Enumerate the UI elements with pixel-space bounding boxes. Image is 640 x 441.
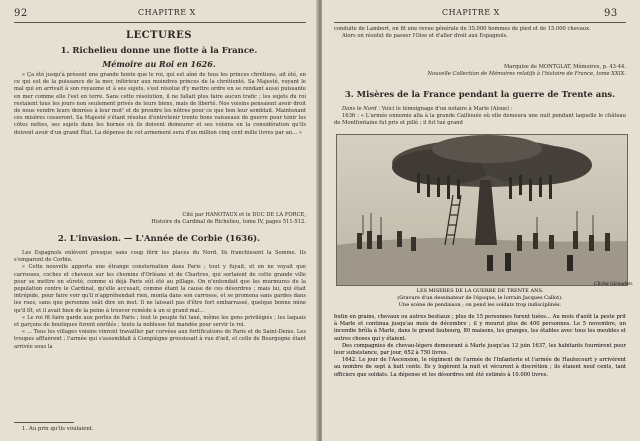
engraving-illustration: [336, 134, 628, 286]
section-2-paragraph-1: Les Espagnols enlèvent presque sans coup férir les places du Nord. Ils franchissent la Somme. Ils s'emparent de Corbie.: [14, 250, 306, 264]
section-2-source-line-2: Nouvelle Collection de Mémoires relatifs à l'histoire de France, tome XXIX.: [427, 71, 626, 77]
section-2-paragraph-4: « ... Tous les villages voisins vinrent travailler par corvées aux fortifications de Paris et de Saint-Denis. Les troupes affluèrent ; l'armée qui s'assemblait à Compiègne grossissait à vue d'œil, et celle de Bourgogne étant arrivée sous la: [14, 329, 306, 350]
section-2-continued-paragraph-1: conduite de Lambert, on fit une revue générale de 35.000 hommes de pied et de 15.000 chevaux.: [334, 26, 591, 32]
footnote: 1. Au prix qu'ils voulaient.: [22, 426, 94, 432]
section-2-continued-paragraph-2: Alors on résolut de passer l'Oise et d'aller droit aux Espagnols.: [342, 33, 508, 40]
section-2-title: 2. L'invasion. — L'Année de Corbie (1636).: [57, 234, 261, 244]
caption-line-2: (Gravure d'un dessinateur de l'époque, le lorrain Jacques Callot).: [397, 295, 563, 301]
caption-line-3: Une scène de pendaison ; on pend les soldats trop indisciplinés.: [398, 302, 562, 308]
left-page-number: 92: [14, 8, 28, 19]
section-3-title: 3. Misères de la France pendant la guerre de Trente ans.: [344, 90, 616, 100]
section-2-source-line-1: Marquise de MONTGLAT, Mémoires, p. 43-44.: [503, 64, 626, 70]
section-3-paragraph-4: 1642. Le jour de l'Ascension, le régiment de l'armée de l'Infanterie et l'armée de Hautecourt y arrivèrent au nombre de sept à huit cents. Ils y logèrent la nuit et vécurent à discrétion ; ils étaient neuf cents, tant officiers que soldats. La dépense et les désordres ont été estimés à 10.000 livres.: [334, 357, 626, 378]
photo-credit: Cliché Giraudon.: [594, 282, 634, 287]
section-1-subtitle: Mémoire au Roi en 1626.: [102, 59, 216, 69]
hanging-tree-engraving: [337, 135, 627, 285]
footnote-rule: [14, 422, 74, 423]
section-3-intro-label: Dans le Nord: [342, 106, 377, 112]
left-running-head: CHAPITRE X: [138, 8, 196, 17]
section-2-continued: [334, 26, 626, 40]
section-3-paragraph-3: Des compagnies de chevau-légers demeurant à Marle jusqu'au 12 juin 1637, les habitants fournirent pour leur subsistance, par jour, 652 à 750 livres.: [334, 342, 626, 357]
section-2-text: [14, 250, 306, 420]
section-1-paragraph: « Ça été jusqu'à présent une grande honte que le roi, qui est aîné de tous les princes chrétiens, ait été, en ce qui est de la puissance de la mer, inférieur aux moindres princes de la chrétienté. Sa Majesté, voyant le mal qui en arrivait à son royaume et à ses sujets, s'est résolue d'y mettre ordre en se rendant aussi puissante en mer comme elle l'est en terre. Sans cette résolution, il ne fallait plus faire aucun trafic ; les sujets du roi restaient tous les jours non seulement privés de leurs biens, mais de liberté. Nos voisins pensaient avoir droit de nous vendre leurs denrées à leur mot¹ et de prendre les nôtres pour ce que bon leur semblait. Maintenant ces misères cesseront. Sa Majesté s'étant résolue d'entretenir trente bons vaisseaux de guerre pour tenir les côtes nettes, ses sujets dans les bornes où ils doivent demeurer et ses voisins en la considération qu'ils doivent avoir d'un grand État. La dépense de cet armement sera d'un million cinq cent mille livres par an... »: [14, 72, 306, 136]
section-2-source: [334, 64, 626, 78]
section-1-source: [14, 212, 306, 226]
caption-title: LES MISÈRES DE LA GUERRE DE TRENTE ANS.: [416, 288, 544, 294]
right-head-rule: [334, 22, 626, 23]
section-3-paragraph-2: butin en grains, chevaux ou autres bestiaux ; plus de 15 personnes furent tuées... Au mois d'août la peste prit à Marle et continua jusqu'au mois de décembre ; il y mourut plus de 400 personnes. Le 5 novembre, un incendie brûla à Marle, dans le grand faubourg, 80 maisons, les granges, les étables avec tous les meubles et autres choses qui y étaient.: [334, 314, 626, 342]
section-2-paragraph-2: « Cette nouvelle apporta une étrange consternation dans Paris ; tout y fuyait, et on ne voyait que carrosses, coches et chevaux sur les chemins d'Orléans et de Chartres, qui sortaient de cette grande ville pour se mettre en sûreté, comme si déjà Paris eût été au pillage. On n'entendait que les murmures de la population contre le Cardinal, qu'elle accusait, comme étant la cause de ces désordres ; mais lui, qui était intrépide, pour faire voir qu'il n'appréhendait rien, monta dans son carrosse, et se promena sans gardes dans les rues, sans que personne osât dire un mot. Il ne laissait pas d'être fort embarrassé, quelque bonne mine qu'il fît, et il avait bien de la peine à trouver remède à un si grand mal...: [14, 264, 306, 314]
section-3-paragraph-1: 1636 : « L'armée ennemie alla à la grande Caillouée où elle demeura une nuit pendant laquelle le château de Montfontaine fut pris et pillé ; il fut tué grand: [334, 113, 626, 127]
section-1-source-line-1: Cité par HANOTAUX et le DUC DE LA FORCE,: [182, 212, 306, 218]
left-page: [0, 0, 318, 441]
section-1-source-line-2: Histoire du Cardinal de Richelieu, tome IV, pages 511-512.: [151, 219, 306, 225]
left-head-rule: [14, 22, 306, 23]
section-2-paragraph-3: « Le roi fit faire garde aux portes de Paris ; tout le peuple fut taxé, même les gens privilégiés ; les laquais et garçons de boutiques furent enrôlés ; toute la noblesse fut mandée pour servir le roi.: [14, 314, 306, 329]
engraving-caption: [334, 288, 626, 309]
lectures-title: LECTURES: [126, 30, 192, 41]
section-3-intro-text: : Voici le témoignage d'un notaire à Marle (Aisne) :: [376, 106, 513, 112]
right-page-number: 93: [604, 8, 618, 19]
section-1-title: 1. Richelieu donne une flotte à la France.: [60, 46, 258, 56]
right-running-head: CHAPITRE X: [442, 8, 500, 17]
section-1-text: [14, 72, 306, 212]
section-3-intro: [334, 106, 626, 128]
section-3-continued: [334, 314, 626, 379]
